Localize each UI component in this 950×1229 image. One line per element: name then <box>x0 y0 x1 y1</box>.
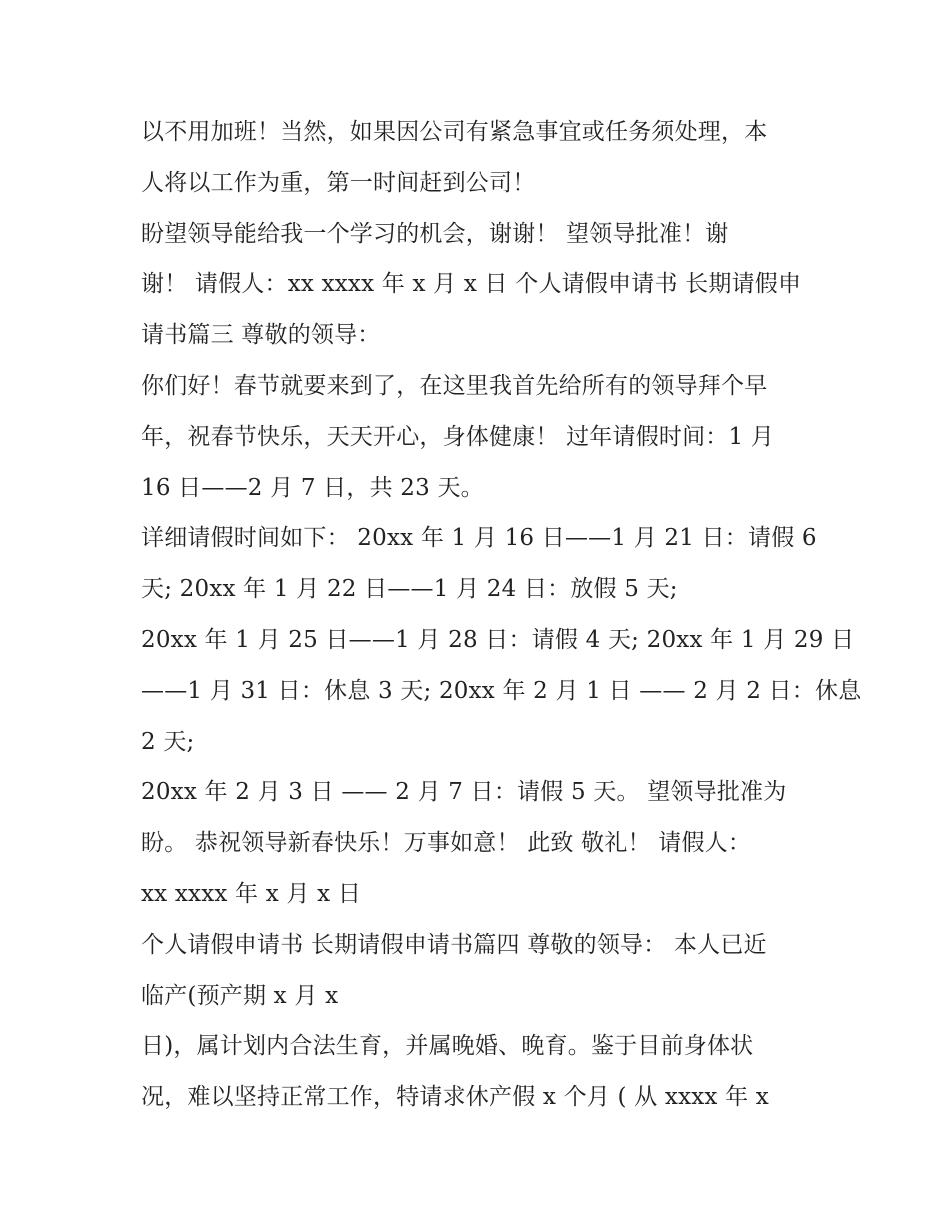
text-line: 2 天; <box>141 728 195 755</box>
text-line: 16 日——2 月 7 日，共 23 天。 <box>141 474 484 501</box>
text-line: 请书篇三 尊敬的领导： <box>141 322 381 349</box>
text-line: 年，祝春节快乐，天天开心，身体健康！ 过年请假时间：1 月 <box>141 423 775 450</box>
text-line: 日)，属计划内合法生育，并属晚婚、晚育。鉴于目前身体状 <box>141 1033 754 1060</box>
text-line: 个人请假申请书 长期请假申请书篇四 尊敬的领导： 本人已近 <box>141 931 767 958</box>
text-line: 你们好！春节就要来到了，在这里我首先给所有的领导拜个早 <box>141 372 768 399</box>
text-line: 盼。 恭祝领导新春快乐！万事如意！ 此致 敬礼！ 请假人： <box>141 830 752 857</box>
text-line: 20xx 年 2 月 3 日 —— 2 月 7 日：请假 5 天。 望领导批准为 <box>141 779 787 806</box>
text-line: xx xxxx 年 x 月 x 日 <box>141 880 362 907</box>
text-line: 临产(预产期 x 月 x <box>141 982 339 1009</box>
text-line: 20xx 年 1 月 25 日——1 月 28 日：请假 4 天; 20xx 年 1 月 29 日 <box>141 626 855 653</box>
document-body <box>141 107 862 1123</box>
text-line: 况，难以坚持正常工作，特请求休产假 x 个月 ( 从 xxxx 年 x <box>141 1084 769 1111</box>
text-line: 以不用加班！当然，如果因公司有紧急事宜或任务须处理，本 <box>141 119 768 145</box>
text-line: ——1 月 31 日：休息 3 天; 20xx 年 2 月 1 日 —— 2 月 2 日：休息 <box>141 677 862 704</box>
text-line: 详细请假时间如下： 20xx 年 1 月 16 日——1 月 21 日：请假 6 <box>141 525 817 552</box>
text-line: 谢！ 请假人：xx xxxx 年 x 月 x 日 个人请假申请书 长期请假申 <box>141 271 802 298</box>
text-line: 天; 20xx 年 1 月 22 日——1 月 24 日：放假 5 天; <box>141 576 678 603</box>
text-line: 盼望领导能给我一个学习的机会，谢谢！ 望领导批准！谢 <box>141 220 729 247</box>
text-line: 人将以工作为重，第一时间赶到公司！ <box>141 169 536 196</box>
